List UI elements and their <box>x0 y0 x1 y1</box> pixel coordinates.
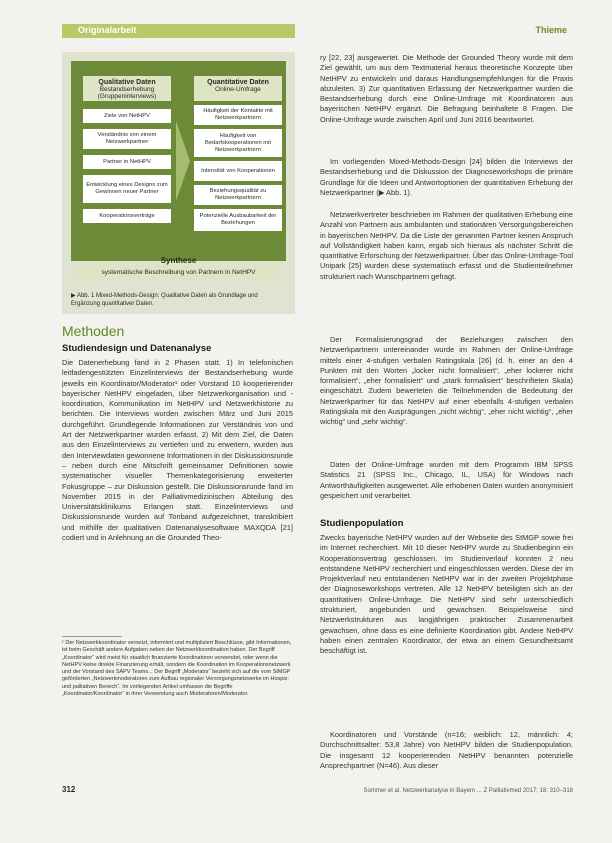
quantitative-subtitle: Online-Umfrage <box>215 86 261 93</box>
qual-item: Entwicklung eines Designs zum Gewinnen neuer Partner <box>83 175 171 203</box>
subheading-study-population: Studienpopulation <box>320 518 404 529</box>
quantitative-title: Quantitative Daten <box>207 79 269 86</box>
quantitative-header <box>194 76 282 101</box>
synthesis-label: Synthese <box>160 256 197 265</box>
figure-mixed-methods <box>62 52 295 314</box>
running-footer: Sommer et al. Netzwerkanalyse in Bayern ... Z Palliativmed 2017; 18: 310–318 <box>363 788 573 794</box>
subheading-study-design: Studiendesign und Datenanalyse <box>62 343 212 354</box>
body-text-right-4: Der Formalisierungsgrad der Beziehungen zwischen den Netzwerkpartnern untereinander wurde im Rahmen der Online-Umfrage mittels einer 4-stufigen verbalen Ratingskala [26] (d. h. einer an den 4 Punkten mit den Worten „locker nicht formalisiert“, „eher lockerer nicht formalisiert“, „eher formalisiert“ und „stark formalisiert“ beschrifteten Skala) eingeschätzt. Zudem bewerteten die Teilnehmenden die Bedeutung der Netzwerkpartner für das NetHPV auf einer ebenfalls 4-stufigen verbalen Ratingskala mit den Ausprägungen „nicht wichtig“, „eher nicht wichtig“, „eher wichtig“ und „sehr wichtig“. <box>320 335 573 427</box>
page-number: 312 <box>62 785 76 794</box>
qual-item: Verständnis von einem Netzwerkpartner <box>83 129 171 149</box>
body-text-right-7: Koordinatoren und Vorstände (n=16; weiblich: 12, männlich: 4; Durchschnittsalter: 53,8 Jahre) von NetHPV bilden die Studienpopulation. Die insgesamt 12 kooperierenden NetHPV benannten potenzielle Ansprechpartner (N=46). Aus dieser <box>320 730 573 770</box>
publisher-label: Thieme <box>535 25 567 35</box>
quant-item: Häufigkeit von Bedarfskooperationen mit Netzwerkpartnern <box>194 129 282 157</box>
quant-item: Potenzielle Ausbaubarkeit der Beziehungen <box>194 209 282 231</box>
figure-background <box>71 61 286 265</box>
quant-item: Intensität von Kooperationen <box>194 161 282 181</box>
publisher-tab <box>441 24 573 38</box>
qual-item: Kooperationsverträge <box>83 209 171 223</box>
footnote-rule <box>62 636 122 637</box>
body-text-right-2: Im vorliegenden Mixed-Methods-Design [24] bilden die Interviews der Bestandserhebung und die Diskussion der Diagnoseworkshops die primäre Grundlage für die Ideen und Antwortoptionen der quantitativen Erhebung der Netzwerkpartner (▶ Abb. 1). <box>320 157 573 197</box>
section-label: Originalarbeit <box>78 25 137 35</box>
qualitative-subtitle: Bestandserhebung (Gruppeninterviews) <box>97 86 157 100</box>
qual-item: Partner in NetHPV <box>83 155 171 169</box>
qual-item: Ziele von NetHPV <box>83 109 171 123</box>
figure-caption: ▶ Abb. 1 Mixed-Methods-Design: Qualitative Daten als Grundlage und Ergänzung quantitativer Daten. <box>71 293 258 307</box>
qualitative-header <box>83 76 171 101</box>
body-text-right-3: Netzwerkvertreter beschrieben im Rahmen der qualitativen Erhebung eine Anzahl von Partnern aus ambulanten und stationären Versorgungsbereichen in bayerischen NetHPV. Da die Liste der genannten Partner keinen Anspruch auf Vollständigkeit haben kann, ergab sich hieraus als nächster Schritt die quantitative Erforschung der Netzwerkpartner. Über das Online-Umfrage-Tool Unipark [25] wurden diese systematisch erfasst und die Studienteilnehmer strukturiert nach Wunschpartnern gefragt. <box>320 210 573 281</box>
synthesis-box: systematische Beschreibung von Partnern in NetHPV <box>78 265 279 280</box>
footnote: ¹ Der Netzwerkkoordinator vernetzt, informiert und multipliziert Beschlüsse, gibt Informationen, ist beim Geschäft andere Aufgaben neben der Netzwerkkoordination haben. Der Begriff „Koordinator“ wird meist für staatlich finanzierte Koordinatoren verwendet, oder wenn die NetHPV keine direkte Finanzierung erhält, sondern die Koordination im Kooperationsnetzwerk und der Vorstand des SAPV Teams... Der Begriff „Moderator“ bezieht sich auf die vom StMGP geförderten „Netzwerkmoderatoren zum Aufbau regionaler Versorgungsnetzwerke im Hospiz- und palliativen Bereich“. Im vorliegenden Artikel umfassen die Begriffe „Koordinator/Koordinator“ in ihrer Verwendung auch Moderatoren/Moderator. <box>62 640 292 698</box>
quant-item: Häufigkeit der Kontakte mit Netzwerkpartnern <box>194 105 282 125</box>
body-text-right-1: ry [22, 23] ausgewertet. Die Methode der Grounded Theory wurde mit dem Ziel gewählt, um aus dem Textmaterial heraus theoretische Konzepte über NetHPV zu entwickeln und daraus Handlungsempfehlungen für die Praxis abzuleiten. 3) Zur quantitativen Erfassung der Netzwerkpartner wurden die Bestandserhebung durch eine Online-Umfrage mit Koordinatoren aus bayerischen NetHPV ergänzt. Die Befragung beinhaltete 8 Fragen. Die Online-Umfrage wurde zwischen April und Juni 2016 beantwortet. <box>320 53 573 124</box>
qualitative-title: Qualitative Daten <box>98 79 156 86</box>
body-text-right-6: Zwecks bayerische NetHPV wurden auf der Webseite des StMGP sowie frei im Internet recherchiert. Mit 10 dieser NetHPV wurde zu Studienbeginn ein Kooperationsvertrag geschlossen. Im Studienverlauf konnten 2 neu entstandene NetHPV recherchiert und eingeschlossen werden. Diese der im Projektverlauf neu entstandenen NetHPV war in der zweiten Projektphase der Diagnoseworkshops vertreten. Alle 12 NetHPV beteiligten sich an der quantitativen Online-Umfrage. Die NetHPV sind sehr unterschiedlich strukturiert, angebunden und gewachsen. Beispielsweise sind Netzwerkstrukturen aus langjährigen praktischer Zusammenarbeit gewachsen, ohne dass es eine definierte Koordination gibt. Andere NetHPV haben einen zentralen Koordinator, der etwa an einem Gesundheitsamt beschäftigt ist. <box>320 533 573 656</box>
body-text-left: Die Datenerhebung fand in 2 Phasen statt. 1) In telefonischen leitfadengestützten Einzelinterviews der Bestandserhebung wurde jeweils ein Koordinator/Moderator¹ oder Vorstand 10 kooperierender bayerischer NetHPV eingeladen, über Netzwerkorganisation und -koordination, Kommunikation im NetHPV und Netzwerkhistorie zu berichten. Die Interviews wurden zwischen März und Juni 2015 durchgeführt. Grundlegende Informationen zur Verständnis von und Art der Netzwerkpartner wurden erfasst. 2) Mit dem Ziel, die Daten aus den Einzelinterviews zu vertiefen und zu erweitern, wurden aus den Interviewdaten gewonnene Informationen in der Diskussionsrunde – neben durch eine Mitschrift gemeinsamer Definitionen sowie systematischer visueller Themenkategorisierung erweiterter Fokusgruppe – zur Diskussion gestellt. Die Diskussionsrunde fand im November 2015 in der Palliativmedizinischen Abteilung des Universitätsklinikums Erlangen statt. Einzelinterviews und Diskussionsrunde wurden auf Tonband aufgezeichnet, transkribiert und mithilfe der qualitativen Datenanalysesoftware MAXQDA [21] codiert und in Anlehnung an die Grounded Theo- <box>62 358 293 543</box>
section-tab <box>62 24 295 38</box>
arrow-right-icon <box>176 121 190 201</box>
body-text-right-5: Daten der Online-Umfrage wurden mit dem Programm IBM SPSS Statistics 21 (SPSS Inc., Chicago, IL, USA) für Windows nach Antworthäufigkeiten ausgewertet. Alle erhobenen Daten wurden anonymisiert gespeichert und verarbeitet. <box>320 460 573 500</box>
section-heading: Methoden <box>62 323 125 339</box>
quant-item: Beziehungsqualität zu Netzwerkpartnern <box>194 185 282 205</box>
